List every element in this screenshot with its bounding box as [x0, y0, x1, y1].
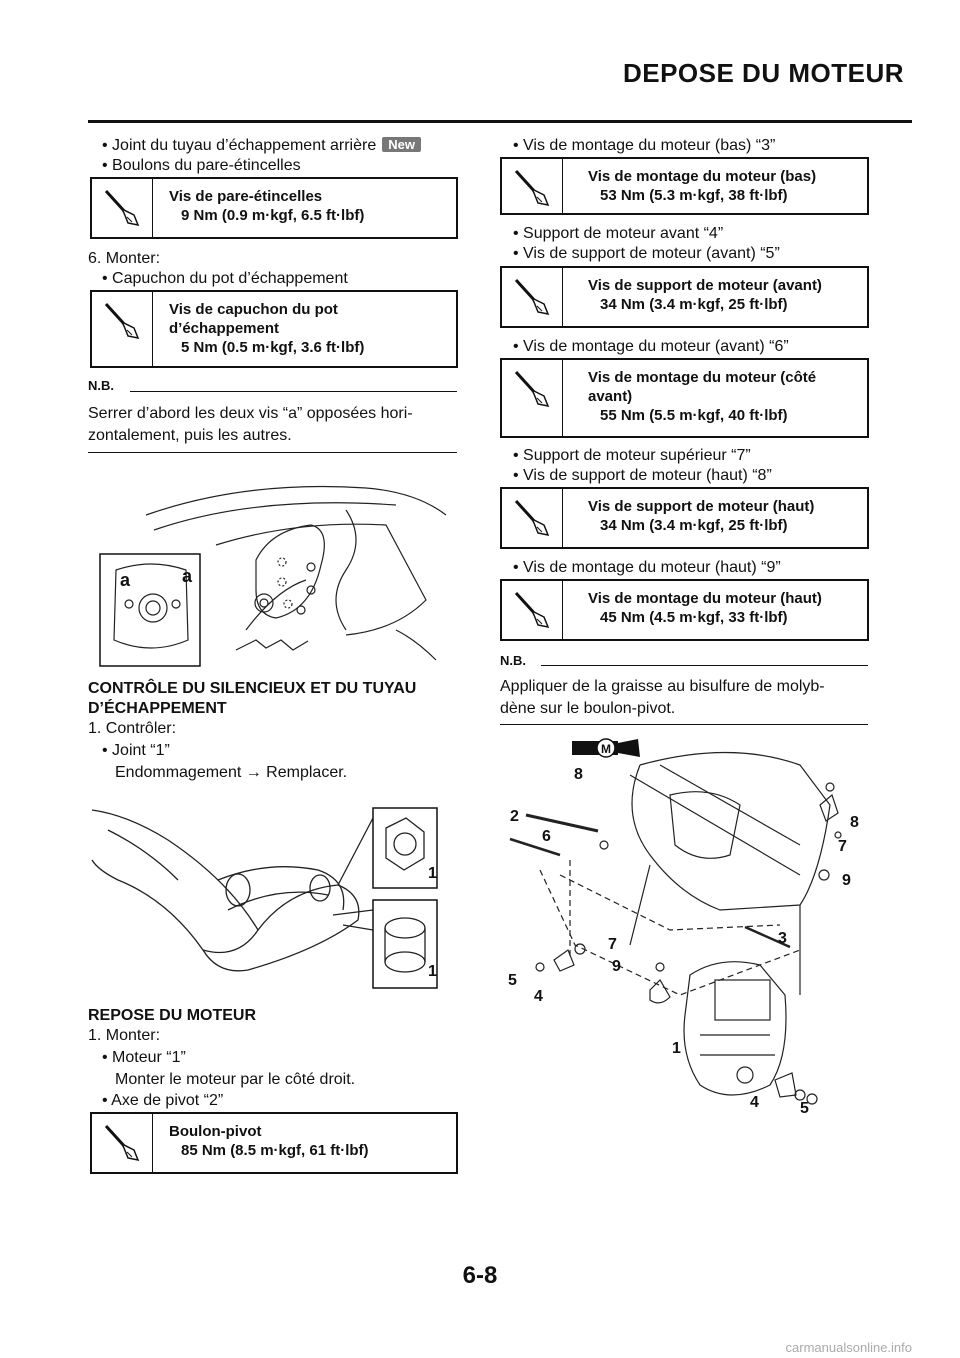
torque-name: Boulon-pivot [169, 1123, 262, 1140]
callout-7: 7 [608, 936, 617, 953]
torque-box-engine-bottom [500, 157, 869, 215]
torque-name: Vis de montage du moteur (côté [588, 369, 817, 386]
grease-m-icon [572, 739, 640, 757]
torque-wrench-icon [502, 159, 563, 213]
engine-installation-illustration [500, 735, 870, 1115]
list-item: • Support de moteur supérieur “7” [513, 446, 751, 466]
torque-value: 55 Nm (5.5 m·kgf, 40 ft·lbf) [600, 407, 788, 424]
callout-4: 4 [750, 1094, 759, 1111]
nb-label: N.B. [88, 378, 114, 393]
torque-name: Vis de montage du moteur (haut) [588, 590, 822, 607]
step-label: 6. Monter: [88, 250, 161, 267]
torque-name: avant) [588, 388, 633, 405]
exhaust-pipe-illustration [88, 800, 458, 1000]
muffler-cap-illustration [96, 470, 456, 670]
check-result: Endommagement → Remplacer. [115, 764, 348, 781]
list-item: • Axe de pivot “2” [102, 1091, 223, 1111]
section-heading: D’ÉCHAPPEMENT [88, 700, 227, 717]
callout-1: 1 [428, 963, 437, 980]
torque-wrench-icon [502, 489, 563, 547]
torque-value: 45 Nm (4.5 m·kgf, 33 ft·lbf) [600, 609, 788, 626]
section-heading: REPOSE DU MOTEUR [88, 1007, 257, 1024]
nb-end-rule [500, 724, 868, 725]
torque-value: 34 Nm (3.4 m·kgf, 25 ft·lbf) [600, 517, 788, 534]
torque-wrench-icon [502, 268, 563, 326]
header-rule [88, 120, 912, 123]
list-item: • Vis de montage du moteur (haut) “9” [513, 558, 781, 578]
torque-box-upper-bracket [500, 487, 869, 549]
nb-text: Serrer d’abord les deux vis “a” opposées hori- [88, 405, 413, 422]
torque-wrench-icon [92, 179, 153, 237]
callout-2: 2 [510, 808, 519, 825]
torque-name: d’échappement [169, 320, 280, 337]
step-label: 1. Monter: [88, 1027, 161, 1044]
list-item: • Support de moteur avant “4” [513, 224, 723, 244]
nb-text: Appliquer de la graisse au bisulfure de molyb- [500, 678, 825, 695]
torque-wrench-icon [92, 292, 153, 366]
nb-text: dène sur le boulon-pivot. [500, 700, 676, 717]
callout-6: 6 [542, 828, 551, 845]
callout-9: 9 [612, 958, 621, 975]
callout-7: 7 [838, 838, 847, 855]
torque-box-spark-arrester [90, 177, 458, 239]
section-heading: CONTRÔLE DU SILENCIEUX ET DU TUYAU [88, 680, 417, 697]
callout-a: a [120, 570, 131, 590]
torque-name: Vis de capuchon du pot [169, 301, 338, 318]
list-item: • Joint “1” [102, 741, 170, 761]
torque-box-engine-front [500, 358, 869, 438]
nb-label: N.B. [500, 653, 526, 668]
callout-5: 5 [800, 1100, 809, 1115]
nb-rule [130, 391, 457, 392]
callout-4: 4 [534, 988, 543, 1005]
torque-box-muffler-cap [90, 290, 458, 368]
torque-wrench-icon [92, 1114, 153, 1172]
callout-a: a [182, 566, 193, 586]
torque-value: 34 Nm (3.4 m·kgf, 25 ft·lbf) [600, 296, 788, 313]
svg-text:M: M [601, 742, 611, 756]
torque-name: Vis de support de moteur (haut) [588, 498, 815, 515]
torque-wrench-icon [502, 360, 563, 436]
torque-wrench-icon [502, 581, 563, 639]
new-badge: New [382, 137, 421, 152]
list-item: • Vis de montage du moteur (avant) “6” [513, 337, 789, 357]
nb-end-rule [88, 452, 457, 453]
page-number: 6-8 [462, 1262, 498, 1289]
callout-8: 8 [574, 766, 583, 783]
torque-value: 85 Nm (8.5 m·kgf, 61 ft·lbf) [181, 1142, 369, 1159]
callout-3: 3 [778, 930, 787, 947]
list-item: • Vis de montage du moteur (bas) “3” [513, 136, 775, 156]
nb-rule [541, 665, 868, 666]
torque-box-pivot-bolt [90, 1112, 458, 1174]
list-item: • Vis de support de moteur (avant) “5” [513, 244, 780, 264]
list-item [102, 136, 421, 156]
list-item: • Moteur “1” [102, 1048, 186, 1068]
list-item: • Vis de support de moteur (haut) “8” [513, 466, 772, 486]
torque-name: Vis de support de moteur (avant) [588, 277, 822, 294]
torque-name: Vis de pare-étincelles [169, 188, 323, 205]
torque-value: 53 Nm (5.3 m·kgf, 38 ft·lbf) [600, 187, 788, 204]
torque-box-front-bracket [500, 266, 869, 328]
callout-9: 9 [842, 872, 851, 889]
page-title: DEPOSE DU MOTEUR [622, 58, 904, 88]
callout-8: 8 [850, 814, 859, 831]
install-note: Monter le moteur par le côté droit. [115, 1071, 356, 1088]
nb-text: zontalement, puis les autres. [88, 427, 292, 444]
torque-value: 9 Nm (0.9 m·kgf, 6.5 ft·lbf) [181, 207, 365, 224]
watermark: carmanualsonline.info [785, 1340, 912, 1355]
list-item-text: Joint du tuyau d’échappement arrière [112, 137, 377, 154]
callout-1: 1 [428, 865, 437, 882]
list-item: • Capuchon du pot d’échappement [102, 269, 348, 289]
callout-5: 5 [508, 972, 517, 989]
torque-name: Vis de montage du moteur (bas) [588, 168, 817, 185]
list-item: • Boulons du pare-étincelles [102, 156, 301, 176]
torque-box-engine-top [500, 579, 869, 641]
callout-1: 1 [672, 1040, 681, 1057]
torque-value: 5 Nm (0.5 m·kgf, 3.6 ft·lbf) [181, 339, 365, 356]
step-label: 1. Contrôler: [88, 720, 177, 737]
